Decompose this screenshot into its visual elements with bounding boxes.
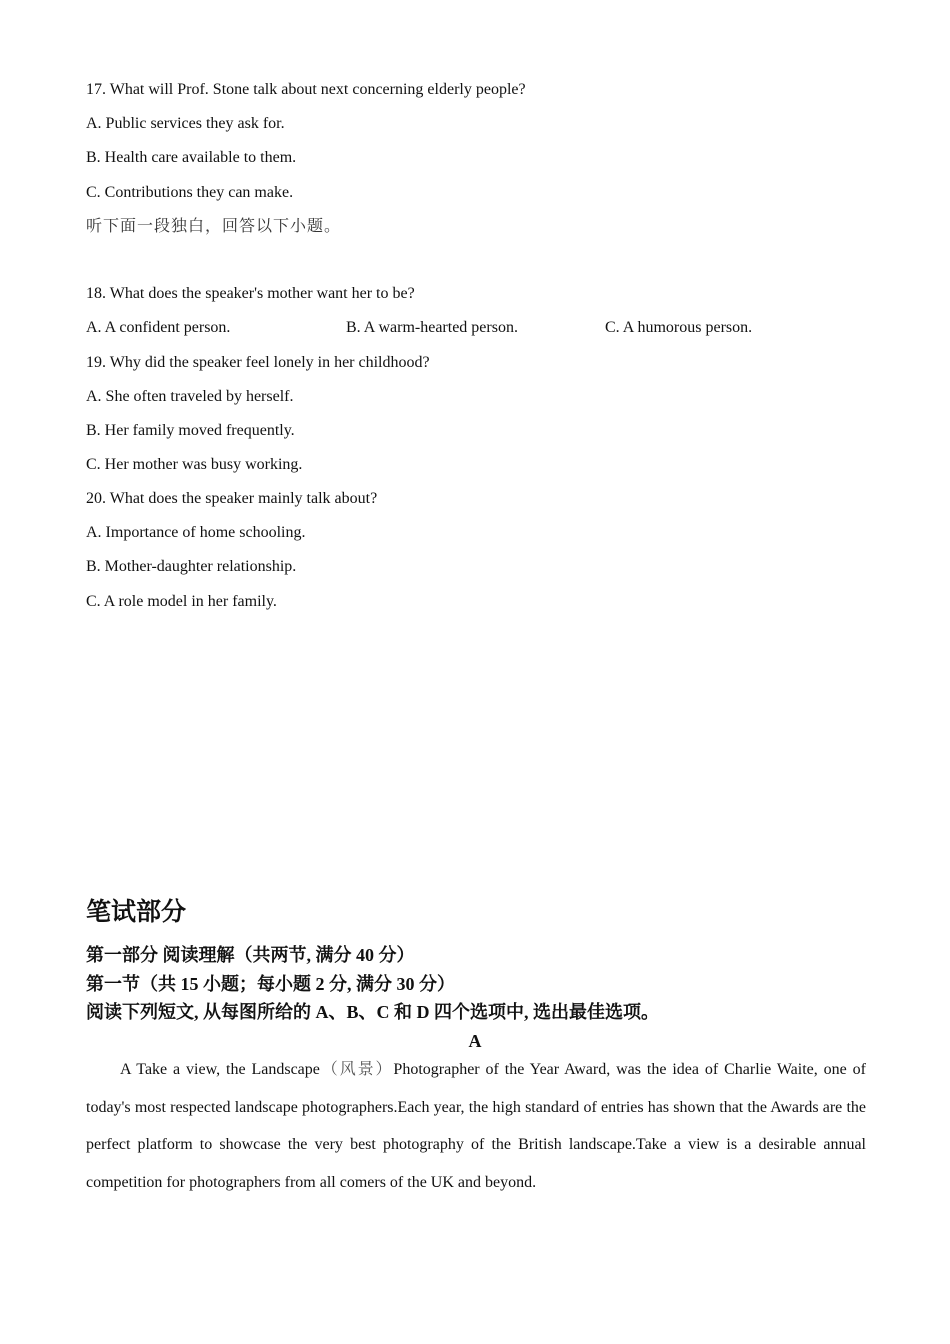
reading-instruction: 阅读下列短文, 从每图所给的 A、B、C 和 D 四个选项中, 选出最佳选项。 (86, 1002, 659, 1022)
q20-question: 20. What does the speaker mainly talk about? (86, 490, 378, 507)
passage-annotation: （风景） (319, 1061, 394, 1078)
q18-option-c: C. A humorous person. (605, 319, 753, 336)
q18-option-a: A. A confident person. (86, 319, 231, 336)
reading-part-heading: 第一部分 阅读理解（共两节, 满分 40 分） (86, 945, 415, 965)
q17-option-a: A. Public services they ask for. (86, 115, 285, 132)
q19-option-a: A. She often traveled by herself. (86, 388, 294, 405)
q19-question: 19. Why did the speaker feel lonely in her childhood? (86, 354, 430, 371)
q20-option-b: B. Mother-daughter relationship. (86, 558, 297, 575)
passage-paragraph (86, 1051, 866, 1201)
q20-option-c: C. A role model in her family. (86, 593, 277, 610)
q18-options (86, 318, 866, 338)
q18-option-b: B. A warm-hearted person. (346, 319, 518, 336)
q19-option-b: B. Her family moved frequently. (86, 422, 295, 439)
q17-option-c: C. Contributions they can make. (86, 184, 294, 201)
passage-text-start: A Take a view, the Landscape (120, 1061, 320, 1078)
passage-text-rest: Photographer of the Year Award, was the idea of Charlie Waite, one of today's most respected landscape photographers.Each year, the high standard of entries has shown that the Awards are the perfect platform to showcase the very best photography of the British landscape.Take a view is a desirable annual competition for photographers from all comers of the UK and beyond. (86, 1061, 866, 1191)
passage-letter: A (468, 1031, 482, 1051)
q18-question: 18. What does the speaker's mother want her to be? (86, 285, 415, 302)
q20-option-a: A. Importance of home schooling. (86, 524, 306, 541)
q17-option-b: B. Health care available to them. (86, 149, 297, 166)
q19-option-c: C. Her mother was busy working. (86, 456, 303, 473)
reading-section-heading: 第一节（共 15 小题；每小题 2 分, 满分 30 分） (86, 974, 455, 994)
written-section-title: 笔试部分 (86, 899, 187, 926)
monologue-instruction: 听下面一段独白，回答以下小题。 (86, 218, 342, 235)
q17-question: 17. What will Prof. Stone talk about next concerning elderly people? (86, 81, 526, 98)
